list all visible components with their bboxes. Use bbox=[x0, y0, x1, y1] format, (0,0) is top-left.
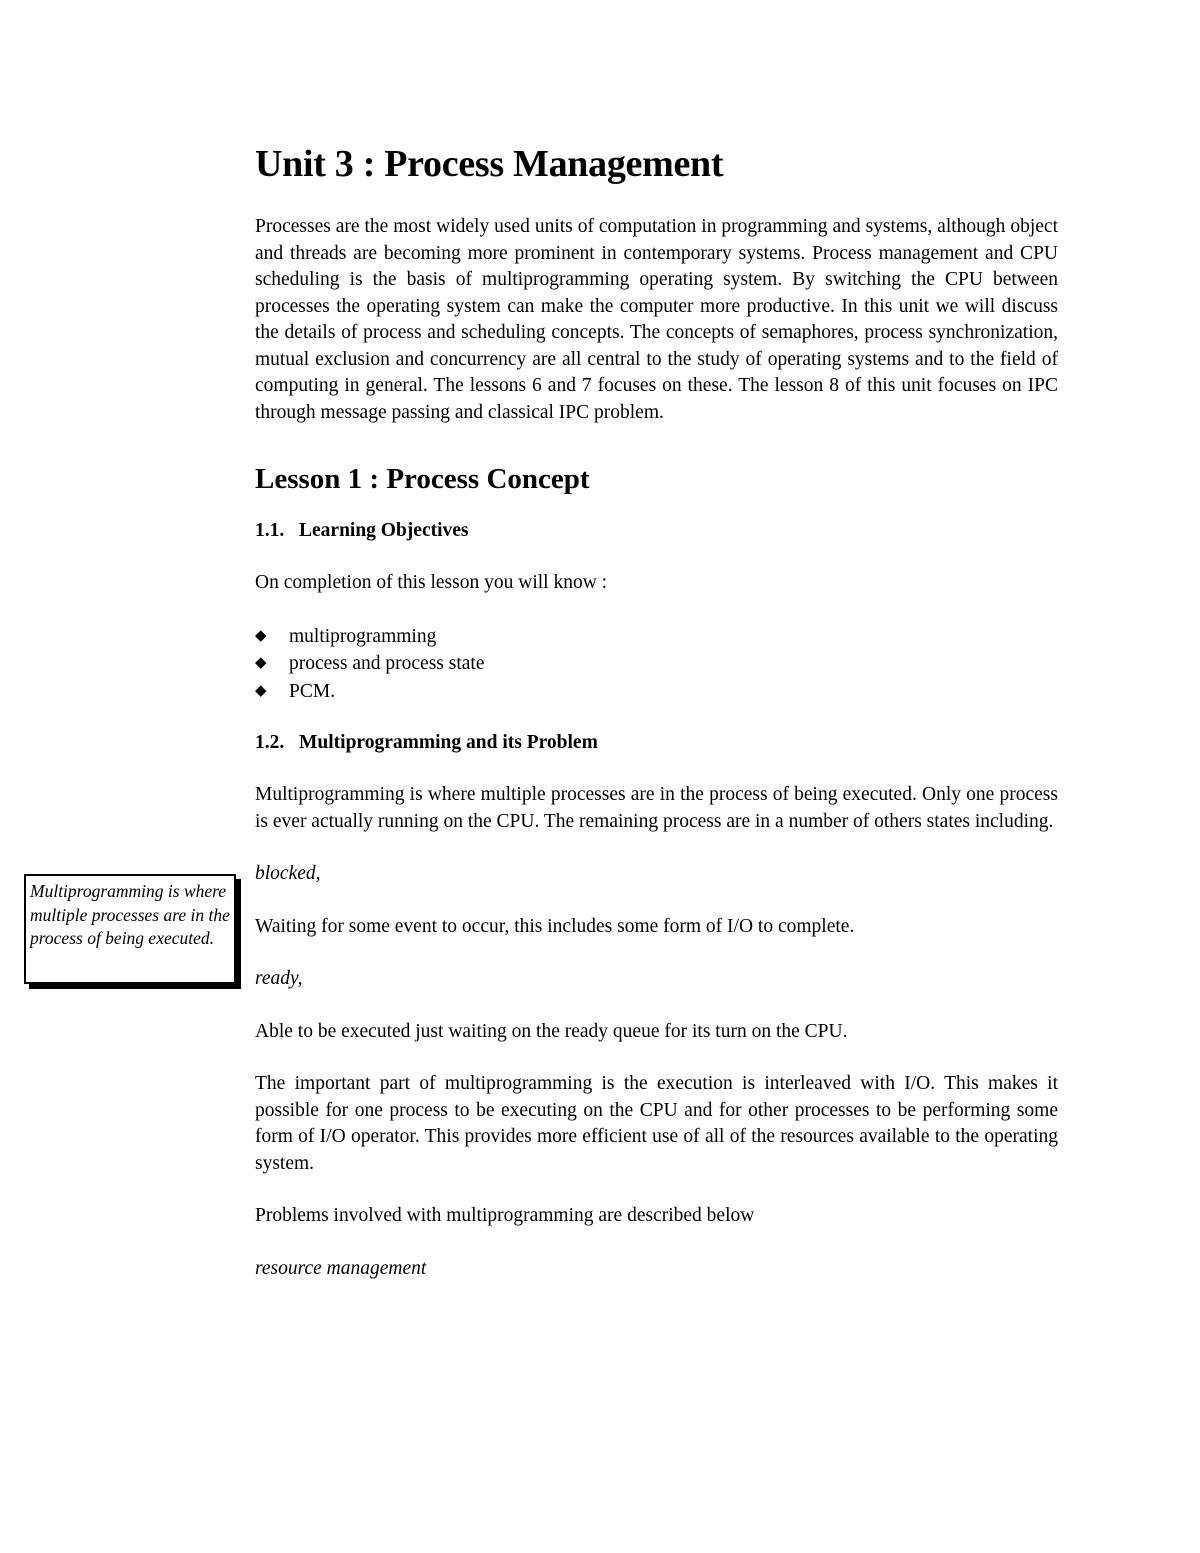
main-content bbox=[255, 140, 1058, 1282]
objectives-lead: On completion of this lesson you will know : bbox=[255, 572, 608, 593]
margin-note-box bbox=[24, 874, 236, 984]
section-heading-multiprogramming bbox=[255, 730, 1058, 756]
unit-title: Unit 3 : Process Management bbox=[255, 143, 724, 185]
problems-intro: Problems involved with multiprogramming are described below bbox=[255, 1205, 755, 1226]
objectives-list bbox=[255, 623, 1058, 706]
resource-management-label: resource management bbox=[255, 1257, 427, 1279]
diamond-bullet-icon: ◆ bbox=[255, 682, 267, 699]
section-number: 1.2. bbox=[255, 732, 285, 753]
interleaving-paragraph: The important part of multiprogramming is the execution is interleaved with I/O. This makes it possible for one process to be executing on the CPU and for other processes to be performing some form of I/O operator. This provides more efficient use of all of the resources available to the operating system. bbox=[255, 1073, 1058, 1174]
unit-intro-paragraph: Processes are the most widely used units of computation in programming and systems, although object and threads are becoming more prominent in contemporary systems. Process management and CPU scheduling is the basis of multiprogramming operating system. By switching the CPU between processes the operating system can make the computer more productive. In this unit we will discuss the details of process and scheduling concepts. The concepts of semaphores, process synchronization, mutual exclusion and concurrency are all central to the study of operating systems and to the field of computing in general. The lessons 6 and 7 focuses on these. The lesson 8 of this unit focuses on IPC through message passing and classical IPC problem. bbox=[255, 216, 1058, 423]
blocked-state-description: Waiting for some event to occur, this includes some form of I/O to complete. bbox=[255, 915, 855, 937]
lesson-title: Lesson 1 : Process Concept bbox=[255, 463, 590, 495]
ready-state-label: ready, bbox=[255, 968, 303, 989]
list-item-text: process and process state bbox=[289, 653, 485, 674]
section-heading-learning-objectives bbox=[255, 518, 1058, 544]
list-item bbox=[255, 678, 1058, 706]
section-title-text: Multiprogramming and its Problem bbox=[299, 732, 598, 753]
section-title-text: Learning Objectives bbox=[299, 520, 469, 541]
diamond-bullet-icon: ◆ bbox=[255, 627, 267, 644]
list-item bbox=[255, 623, 1058, 651]
list-item bbox=[255, 650, 1058, 678]
section-number: 1.1. bbox=[255, 520, 285, 541]
list-item-text: PCM. bbox=[289, 680, 336, 702]
list-item-text: multiprogramming bbox=[289, 625, 437, 647]
multiprogramming-paragraph: Multiprogramming is where multiple processes are in the process of being executed. Only one process is ever actually running on the CPU. The remaining process are in a number of others states including. bbox=[255, 784, 1058, 832]
diamond-bullet-icon: ◆ bbox=[255, 655, 267, 671]
margin-note-text: Multiprogramming is where multiple processes are in the process of being executed. bbox=[30, 881, 230, 948]
ready-state-description: Able to be executed just waiting on the ready queue for its turn on the CPU. bbox=[255, 1020, 848, 1042]
blocked-state-label: blocked, bbox=[255, 863, 321, 884]
